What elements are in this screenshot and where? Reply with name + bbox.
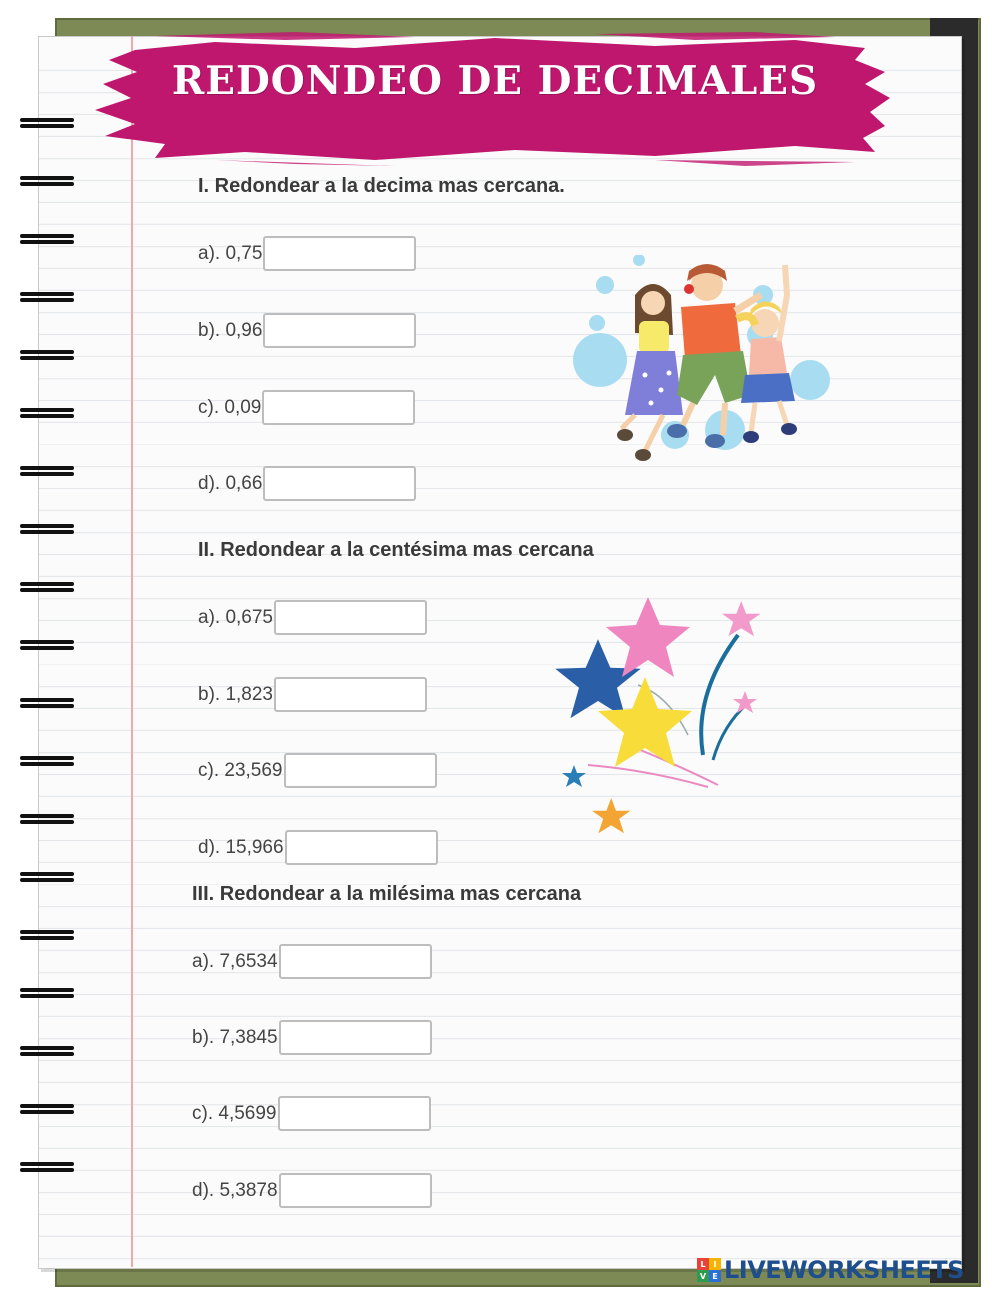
question-row <box>198 236 416 271</box>
answer-input[interactable] <box>263 313 416 348</box>
answer-input[interactable] <box>263 466 416 501</box>
liveworksheets-logo-icon <box>697 1258 721 1282</box>
question-row <box>192 1020 432 1055</box>
spiral-ring <box>20 176 74 187</box>
question-label: a). 0,75 <box>198 242 263 264</box>
spiral-ring <box>20 118 74 129</box>
spiral-ring <box>20 292 74 303</box>
spiral-ring <box>20 930 74 941</box>
question-label: b). 1,823 <box>198 683 273 705</box>
spiral-ring <box>20 234 74 245</box>
page-margin-line <box>131 36 133 1267</box>
spiral-ring <box>20 814 74 825</box>
children-jumping-illustration <box>565 255 835 470</box>
spiral-ring <box>20 872 74 883</box>
question-label: d). 15,966 <box>198 836 284 858</box>
brand-name: LIVEWORKSHEETS <box>724 1256 964 1284</box>
question-label: c). 23,569 <box>198 759 283 781</box>
liveworksheets-logo[interactable] <box>697 1256 964 1284</box>
question-label: c). 0,09 <box>198 396 262 418</box>
answer-input[interactable] <box>278 1096 431 1131</box>
spiral-ring <box>20 1104 74 1115</box>
question-row <box>198 830 438 865</box>
section-1-title: I. Redondear a la decima mas cercana. <box>198 175 565 197</box>
question-label: a). 0,675 <box>198 606 273 628</box>
spiral-ring <box>20 1046 74 1057</box>
question-row <box>198 390 415 425</box>
question-label: b). 0,96 <box>198 319 263 341</box>
section-2-title: II. Redondear a la centésima mas cercana <box>198 539 594 561</box>
spiral-ring <box>20 988 74 999</box>
spiral-ring <box>20 466 74 477</box>
logo-badge-letter: L <box>697 1258 709 1270</box>
page-title: REDONDEO DE DECIMALES <box>171 58 819 104</box>
question-row <box>192 1173 432 1208</box>
question-row <box>192 1096 431 1131</box>
answer-input[interactable] <box>284 753 437 788</box>
answer-input[interactable] <box>279 944 432 979</box>
answer-input[interactable] <box>285 830 438 865</box>
spiral-ring <box>20 350 74 361</box>
spiral-ring <box>20 698 74 709</box>
answer-input[interactable] <box>274 600 427 635</box>
logo-badge-letter: E <box>709 1270 721 1282</box>
question-label: a). 7,6534 <box>192 950 278 972</box>
question-label: d). 0,66 <box>198 472 263 494</box>
answer-input[interactable] <box>274 677 427 712</box>
question-row <box>198 753 437 788</box>
question-row <box>198 313 416 348</box>
section-3-title: III. Redondear a la milésima mas cercana <box>192 883 582 905</box>
question-row <box>198 466 416 501</box>
question-label: d). 5,3878 <box>192 1179 278 1201</box>
answer-input[interactable] <box>279 1173 432 1208</box>
spiral-ring <box>20 640 74 651</box>
spiral-ring <box>20 582 74 593</box>
spiral-ring <box>20 408 74 419</box>
question-row <box>192 944 432 979</box>
spiral-ring <box>20 1162 74 1173</box>
answer-input[interactable] <box>262 390 415 425</box>
notebook-page <box>38 36 962 1269</box>
spiral-ring <box>20 524 74 535</box>
question-row <box>198 677 427 712</box>
spiral-ring <box>20 756 74 767</box>
logo-badge-letter: I <box>709 1258 721 1270</box>
question-row <box>198 600 427 635</box>
logo-badge-letter: V <box>697 1270 709 1282</box>
answer-input[interactable] <box>279 1020 432 1055</box>
question-label: b). 7,3845 <box>192 1026 278 1048</box>
stars-balloons-illustration <box>528 595 773 845</box>
question-label: c). 4,5699 <box>192 1102 277 1124</box>
answer-input[interactable] <box>263 236 416 271</box>
